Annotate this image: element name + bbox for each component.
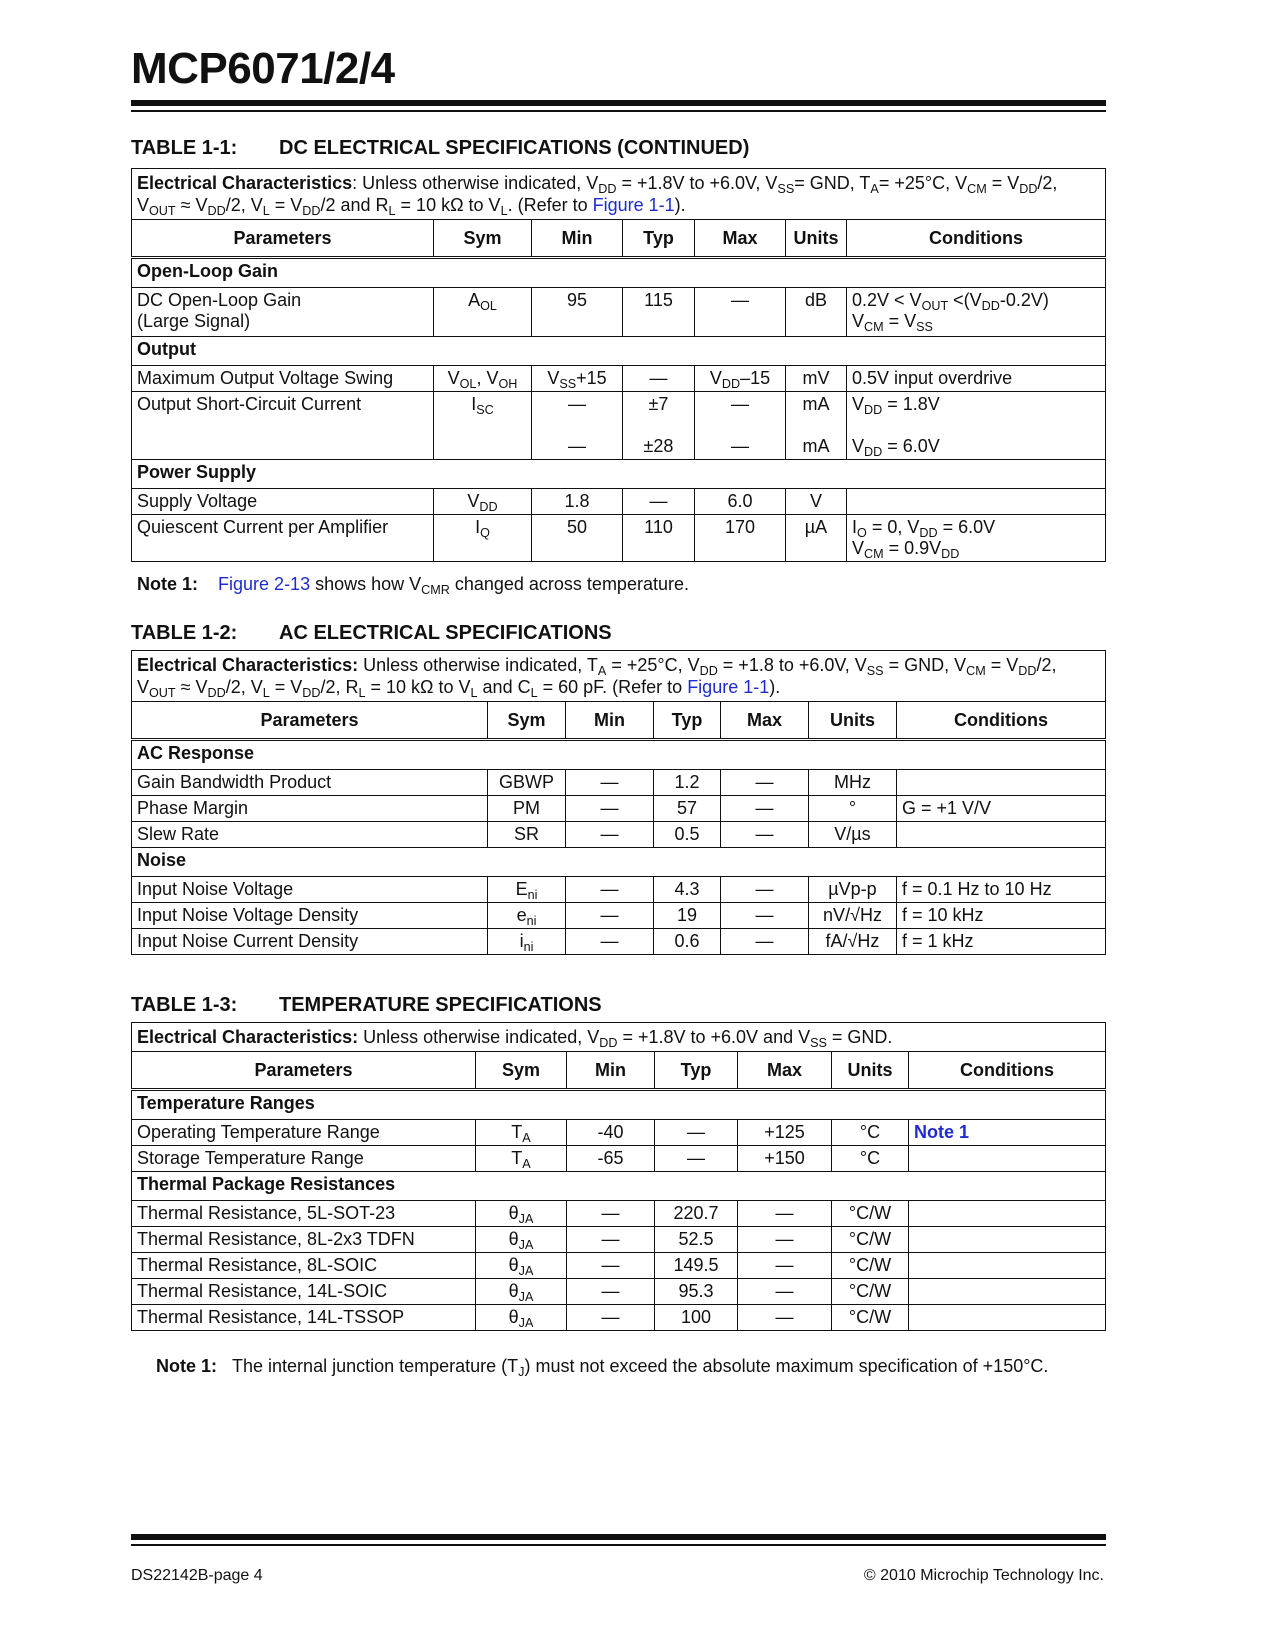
max: — — [721, 796, 809, 822]
typ: — — [655, 1120, 738, 1146]
table-title: TEMPERATURE SPECIFICATIONS — [279, 994, 602, 1016]
sym: GBWP — [488, 770, 566, 796]
conditions: $0.2V < V_{OUT} <(V_{DD}-0.2V)$ $V_{CM} = V_{SS}$ — [847, 288, 1106, 337]
min: 50 — [532, 515, 623, 562]
param-label: Phase Margin — [132, 796, 488, 822]
col-parameters: Parameters — [132, 1052, 476, 1090]
min: — — [566, 877, 654, 903]
param-label: Input Noise Voltage — [132, 877, 488, 903]
conditions — [847, 489, 1106, 515]
table-row — [132, 929, 1106, 955]
units: °C/W — [832, 1305, 909, 1331]
sym: $I_Q$ — [434, 515, 532, 562]
conditions — [897, 770, 1106, 796]
min — [532, 392, 623, 460]
sym: $T_A$ — [476, 1146, 567, 1172]
col-units: Units — [809, 702, 897, 740]
col-parameters: Parameters — [132, 220, 434, 258]
col-max: Max — [695, 220, 786, 258]
footer-copyright: © 2010 Microchip Technology Inc. — [863, 1567, 1104, 1584]
figure-1-1-link[interactable]: Figure 1-1 — [592, 195, 675, 215]
min: — — [566, 796, 654, 822]
typ: 4.3 — [654, 877, 721, 903]
sym: $E_{ni}$ — [488, 877, 566, 903]
col-conditions: Conditions — [909, 1052, 1106, 1090]
min: — — [567, 1227, 655, 1253]
sym: SR — [488, 822, 566, 848]
table-row — [132, 1253, 1106, 1279]
min: 95 — [532, 288, 623, 337]
typ: 19 — [654, 903, 721, 929]
conditions: f = 0.1 Hz to 10 Hz — [897, 877, 1106, 903]
max-1: — — [731, 394, 749, 414]
ec-label: Electrical Characteristics: — [137, 1027, 359, 1047]
max — [695, 392, 786, 460]
table-row — [132, 1227, 1106, 1253]
table-row — [132, 489, 1106, 515]
units: V/µs — [809, 822, 897, 848]
units: mV — [786, 366, 847, 392]
table-row — [132, 1201, 1106, 1227]
units: µVp-p — [809, 877, 897, 903]
col-typ: Typ — [654, 702, 721, 740]
min: — — [566, 929, 654, 955]
units — [786, 392, 847, 460]
min-1: — — [568, 394, 586, 414]
ec-label: Electrical Characteristics — [137, 173, 353, 193]
units: ° — [809, 796, 897, 822]
max: — — [721, 903, 809, 929]
conditions: G = +1 V/V — [897, 796, 1106, 822]
col-max: Max — [738, 1052, 832, 1090]
typ: 57 — [654, 796, 721, 822]
conditions: $I_O = 0$, $V_{DD} = 6.0V$ $V_{CM} = 0.9V_{DD}$ — [847, 515, 1106, 562]
conditions — [897, 822, 1106, 848]
max: 6.0 — [695, 489, 786, 515]
typ: 52.5 — [655, 1227, 738, 1253]
typ: 110 — [623, 515, 695, 562]
section-output: Output — [132, 337, 1106, 366]
units-2: mA — [802, 436, 830, 456]
table-number: TABLE 1-2: — [131, 622, 238, 644]
table-1-3 — [131, 1022, 1106, 1331]
col-min: Min — [566, 702, 654, 740]
col-max: Max — [721, 702, 809, 740]
conditions — [909, 1279, 1106, 1305]
ec-label: Electrical Characteristics: — [137, 655, 359, 675]
units: °C/W — [832, 1227, 909, 1253]
min: -65 — [567, 1146, 655, 1172]
header-rule-thin — [131, 110, 1106, 112]
footer-rule-thick — [131, 1534, 1106, 1540]
param-label: Gain Bandwidth Product — [132, 770, 488, 796]
section-thermal-package-resistances: Thermal Package Resistances — [132, 1172, 1106, 1201]
max-2: — — [731, 436, 749, 456]
sym: $I_{SC}$ — [434, 392, 532, 460]
figure-1-1-link[interactable]: Figure 1-1 — [687, 677, 770, 697]
document-title: MCP6071/2/4 — [131, 44, 395, 93]
min: $V_{SS}+15$ — [532, 366, 623, 392]
electrical-characteristics: Electrical Characteristics: Unless otherwise indicated, $T_A = +25^\circ C$, $V_{DD} = +1.8$ to +6.0V, $V_{SS}$ = GND, $V_{CM} = V_{DD}/2$, $V_{OUT} \approx V_{DD}/2$, $V_L = V_{DD}/2$, $R_L = 10$ kΩ to $V_L$ and $C_L = 60$ pF. (Refer to Figure 1-1). — [132, 651, 1106, 702]
typ: — — [655, 1146, 738, 1172]
typ: — — [623, 489, 695, 515]
typ — [623, 392, 695, 460]
header-rule-thick — [131, 100, 1106, 106]
max: — — [738, 1253, 832, 1279]
units: °C — [832, 1146, 909, 1172]
col-sym: Sym — [488, 702, 566, 740]
typ: 115 — [623, 288, 695, 337]
sym: $i_{ni}$ — [488, 929, 566, 955]
min-2: — — [568, 436, 586, 456]
conditions: 0.5V input overdrive — [847, 366, 1106, 392]
table-1-2-caption — [131, 622, 612, 645]
max: +150 — [738, 1146, 832, 1172]
sym: $T_A$ — [476, 1120, 567, 1146]
max: — — [738, 1305, 832, 1331]
param-label: Supply Voltage — [132, 489, 434, 515]
min: — — [567, 1279, 655, 1305]
max: — — [738, 1279, 832, 1305]
table-1-1-caption — [131, 137, 749, 160]
section-temperature-ranges: Temperature Ranges — [132, 1090, 1106, 1120]
units: °C/W — [832, 1279, 909, 1305]
table-1-2 — [131, 650, 1106, 955]
note-label: Note 1: — [137, 574, 199, 594]
page-header — [131, 40, 1106, 98]
temperature-spec-table — [131, 1022, 1106, 1331]
table-1-3-caption — [131, 994, 602, 1017]
param-label: Slew Rate — [132, 822, 488, 848]
col-min: Min — [567, 1052, 655, 1090]
table-row — [132, 1146, 1106, 1172]
note-label: Note 1: — [156, 1356, 218, 1376]
max: — — [721, 770, 809, 796]
footer-rule-thin — [131, 1544, 1106, 1546]
footer-page-id: DS22142B-page 4 — [131, 1567, 263, 1584]
typ: — — [623, 366, 695, 392]
min: — — [566, 903, 654, 929]
typ: 0.5 — [654, 822, 721, 848]
sym: $\theta_{JA}$ — [476, 1201, 567, 1227]
ac-spec-table — [131, 650, 1106, 955]
sym: $e_{ni}$ — [488, 903, 566, 929]
units: dB — [786, 288, 847, 337]
header-row — [132, 1052, 1106, 1090]
col-units: Units — [832, 1052, 909, 1090]
min: -40 — [567, 1120, 655, 1146]
table-title: DC ELECTRICAL SPECIFICATIONS (CONTINUED) — [279, 137, 750, 159]
table-row — [132, 822, 1106, 848]
conditions: f = 1 kHz — [897, 929, 1106, 955]
table-row — [132, 366, 1106, 392]
table-row — [132, 1305, 1106, 1331]
sym: $A_{OL}$ — [434, 288, 532, 337]
typ-2: ±28 — [643, 436, 674, 456]
param-label: Input Noise Voltage Density — [132, 903, 488, 929]
sym: $\theta_{JA}$ — [476, 1227, 567, 1253]
units: MHz — [809, 770, 897, 796]
sym: $\theta_{JA}$ — [476, 1305, 567, 1331]
units: °C — [832, 1120, 909, 1146]
typ: 95.3 — [655, 1279, 738, 1305]
col-typ: Typ — [623, 220, 695, 258]
units: °C/W — [832, 1201, 909, 1227]
sym: $\theta_{JA}$ — [476, 1253, 567, 1279]
table-row — [132, 796, 1106, 822]
table-row — [132, 903, 1106, 929]
param-label: Operating Temperature Range — [132, 1120, 476, 1146]
conditions — [909, 1305, 1106, 1331]
min: — — [566, 770, 654, 796]
header-row — [132, 220, 1106, 258]
col-conditions: Conditions — [897, 702, 1106, 740]
col-conditions: Conditions — [847, 220, 1106, 258]
table-row — [132, 515, 1106, 562]
min: — — [566, 822, 654, 848]
conditions — [909, 1120, 1106, 1146]
max: +125 — [738, 1120, 832, 1146]
max: — — [721, 822, 809, 848]
typ: 0.6 — [654, 929, 721, 955]
param-label: Quiescent Current per Amplifier — [132, 515, 434, 562]
min: — — [567, 1305, 655, 1331]
units: fA/√Hz — [809, 929, 897, 955]
col-sym: Sym — [476, 1052, 567, 1090]
note-1-link[interactable]: Note 1 — [914, 1122, 970, 1142]
section-open-loop-gain: Open-Loop Gain — [132, 258, 1106, 288]
param-label: Input Noise Current Density — [132, 929, 488, 955]
section-noise: Noise — [132, 848, 1106, 877]
units: °C/W — [832, 1253, 909, 1279]
table-row — [132, 288, 1106, 337]
units-1: mA — [802, 394, 830, 414]
electrical-characteristics: Electrical Characteristics: Unless otherwise indicated, $V_{DD} = +1.8V$ to +6.0V and $V_{SS}$ = GND. — [132, 1023, 1106, 1052]
table-1-3-note: Note 1: The internal junction temperature $(T_J)$ must not exceed the absolute maximum specification of +150°C. — [156, 1356, 1049, 1379]
header-row — [132, 702, 1106, 740]
max: — — [738, 1227, 832, 1253]
table-title: AC ELECTRICAL SPECIFICATIONS — [279, 622, 612, 644]
section-ac-response: AC Response — [132, 740, 1106, 770]
param-label: Maximum Output Voltage Swing — [132, 366, 434, 392]
param-label: Thermal Resistance, 5L-SOT-23 — [132, 1201, 476, 1227]
param-label-2: (Large Signal) — [137, 311, 251, 331]
sym: $V_{DD}$ — [434, 489, 532, 515]
units: µA — [786, 515, 847, 562]
typ: 100 — [655, 1305, 738, 1331]
section-power-supply: Power Supply — [132, 460, 1106, 489]
max: — — [721, 877, 809, 903]
param-label: DC Open-Loop Gain — [137, 290, 302, 310]
conditions — [909, 1253, 1106, 1279]
sym: $\theta_{JA}$ — [476, 1279, 567, 1305]
typ: 220.7 — [655, 1201, 738, 1227]
typ: 149.5 — [655, 1253, 738, 1279]
col-min: Min — [532, 220, 623, 258]
electrical-characteristics: Electrical Characteristics: Unless otherwise indicated, $V_{DD} = +1.8V$ to +6.0V, $V_{SS}=$ GND, $T_A= +25^\circ C$, $V_{CM} = V_{DD}/2$, $V_{OUT} \approx V_{DD}/2$, $V_L = V_{DD}/2$ and $R_L = 10$ kΩ to $V_L$. (Refer to Figure 1-1). — [132, 169, 1106, 220]
typ: 1.2 — [654, 770, 721, 796]
param-label: Thermal Resistance, 8L-SOIC — [132, 1253, 476, 1279]
table-number: TABLE 1-3: — [131, 994, 238, 1016]
typ-1: ±7 — [648, 394, 669, 414]
param-label: Thermal Resistance, 8L-2x3 TDFN — [132, 1227, 476, 1253]
conditions — [909, 1201, 1106, 1227]
max: — — [721, 929, 809, 955]
col-sym: Sym — [434, 220, 532, 258]
figure-2-13-link[interactable]: Figure 2-13 — [218, 574, 311, 594]
param-label: Thermal Resistance, 14L-SOIC — [132, 1279, 476, 1305]
min: — — [567, 1253, 655, 1279]
table-row — [132, 877, 1106, 903]
sym: PM — [488, 796, 566, 822]
table-1-1 — [131, 168, 1106, 562]
conditions: f = 10 kHz — [897, 903, 1106, 929]
col-parameters: Parameters — [132, 702, 488, 740]
max: — — [738, 1201, 832, 1227]
conditions — [909, 1146, 1106, 1172]
conditions: $V_{DD} = 1.8V$ $V_{DD} = 6.0V$ — [847, 392, 1106, 460]
col-units: Units — [786, 220, 847, 258]
min: 1.8 — [532, 489, 623, 515]
sym: $V_{OL}$, $V_{OH}$ — [434, 366, 532, 392]
param-label: Storage Temperature Range — [132, 1146, 476, 1172]
col-typ: Typ — [655, 1052, 738, 1090]
table-row — [132, 392, 1106, 460]
table-row — [132, 1120, 1106, 1146]
table-row — [132, 770, 1106, 796]
max: 170 — [695, 515, 786, 562]
max: $V_{DD}-15$ — [695, 366, 786, 392]
table-number: TABLE 1-1: — [131, 137, 238, 159]
max: — — [695, 288, 786, 337]
table-row — [132, 1279, 1106, 1305]
min: — — [567, 1201, 655, 1227]
param-label: Thermal Resistance, 14L-TSSOP — [132, 1305, 476, 1331]
conditions — [909, 1227, 1106, 1253]
param-label: Output Short-Circuit Current — [132, 392, 434, 460]
dc-spec-table — [131, 168, 1106, 562]
table-1-1-note: Note 1: Figure 2-13 shows how $V_{CMR}$ changed across temperature. — [137, 574, 689, 597]
units: V — [786, 489, 847, 515]
units: nV/√Hz — [809, 903, 897, 929]
